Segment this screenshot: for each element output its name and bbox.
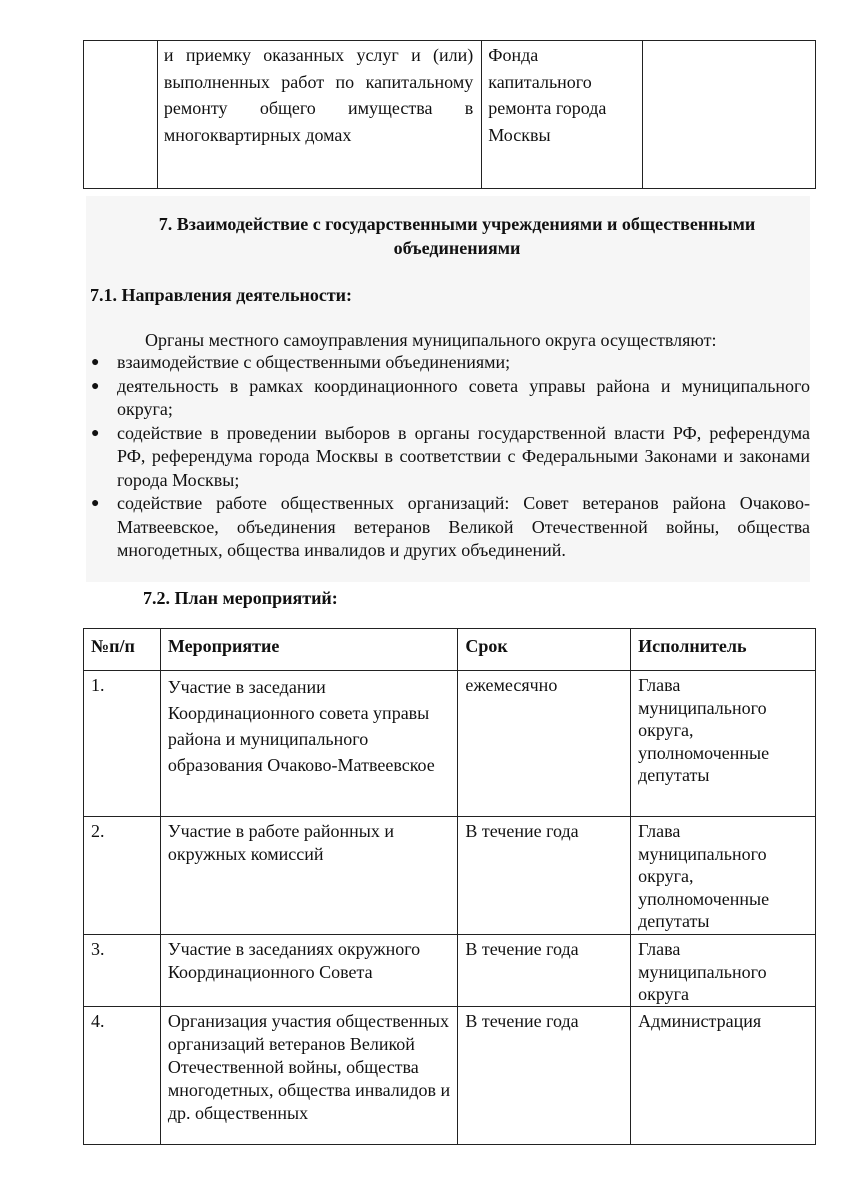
row-number: 3. xyxy=(84,935,161,1007)
row-executor: Администрация xyxy=(631,1006,816,1144)
list-item xyxy=(88,351,810,375)
row-term: В течение года xyxy=(458,817,631,935)
list-item-text: деятельность в рамках координационного совета управы района и муниципального округа; xyxy=(117,375,810,419)
list-item xyxy=(88,375,810,422)
table-header-row xyxy=(84,629,816,671)
table-row xyxy=(84,671,816,817)
row-number: 1. xyxy=(84,671,161,817)
list-item xyxy=(88,492,810,563)
header-term: Срок xyxy=(458,629,631,671)
row-executor: Глава муниципального округа, уполномоченные депутаты xyxy=(631,671,816,817)
subsection-title-7-2: 7.2. План мероприятий: xyxy=(143,588,338,608)
bullet-icon: ● xyxy=(91,496,100,511)
row-executor: Глава муниципального округа, уполномоченные депутаты xyxy=(631,817,816,935)
header-executor: Исполнитель xyxy=(631,629,816,671)
bullet-icon: ● xyxy=(91,378,100,394)
section-title: 7. Взаимодействие с государственными учреждениями и общественными объединениями xyxy=(158,214,756,258)
table-row xyxy=(84,41,816,189)
row-term: В течение года xyxy=(458,1006,631,1144)
subsection-title-7-1: 7.1. Направления деятельности: xyxy=(90,285,353,305)
header-event: Мероприятие xyxy=(160,629,458,671)
row-term: ежемесячно xyxy=(458,671,631,817)
table-row xyxy=(84,935,816,1007)
table-row xyxy=(84,817,816,935)
bullet-icon: ● xyxy=(91,355,100,370)
table-row xyxy=(84,1006,816,1144)
continuation-table xyxy=(83,40,816,189)
list-item xyxy=(88,422,810,493)
list-item-text: содействие работе общественных организаций: Совет ветеранов района Очаково-Матвеевское, объединения ветеранов Великой Отечественной войны, общества многодетных, общества инвалидов и других объединений. xyxy=(117,493,810,560)
intro-paragraph: Органы местного самоуправления муниципального округа осуществляют: xyxy=(145,330,717,350)
row-event: Участие в работе районных и окружных комиссий xyxy=(160,817,458,935)
activity-list xyxy=(88,351,810,563)
header-number: №п/п xyxy=(84,629,161,671)
row-event: Участие в заседаниях окружного Координационного Совета xyxy=(160,935,458,1007)
plan-table xyxy=(83,628,816,1145)
row-event: Участие в заседании Координационного совета управы района и муниципального образования Очаково-Матвеевское xyxy=(160,671,458,817)
row-event: Организация участия общественных организаций ветеранов Великой Отечественной войны, общества многодетных, общества инвалидов и др. общественных xyxy=(160,1006,458,1144)
row-number: 2. xyxy=(84,817,161,935)
row-term: В течение года xyxy=(458,935,631,1007)
row-number: 4. xyxy=(84,1006,161,1144)
bullet-icon: ● xyxy=(91,425,100,441)
table-cell-empty xyxy=(642,41,815,189)
table-cell-empty xyxy=(84,41,158,189)
list-item-text: взаимодействие с общественными объединениями; xyxy=(117,352,511,372)
table-cell-text: и приемку оказанных услуг и (или) выполненных работ по капитальному ремонту общего имущества в многоквартирных домах xyxy=(157,41,481,189)
list-item-text: содействие в проведении выборов в органы государственной власти РФ, референдума РФ, референдума города Москвы в соответствии с Федеральными Законами и законами города Москвы; xyxy=(117,422,810,490)
table-cell-org: Фонда капитального ремонта города Москвы xyxy=(482,41,642,189)
row-executor: Глава муниципального округа xyxy=(631,935,816,1007)
